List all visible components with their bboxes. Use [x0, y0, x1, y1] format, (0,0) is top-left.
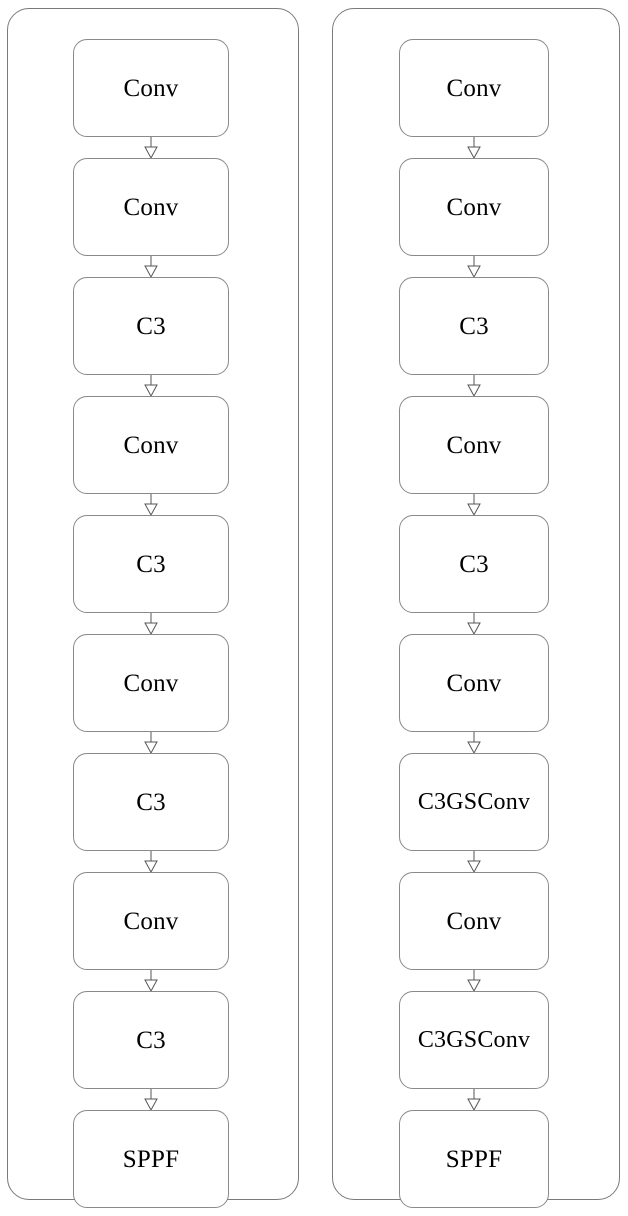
diagram-node: Conv — [399, 158, 549, 256]
arrow-down-icon — [141, 970, 161, 991]
arrow-down-icon — [464, 494, 484, 515]
diagram-node: Conv — [399, 634, 549, 732]
diagram-node: C3 — [73, 753, 229, 851]
arrow-down-icon — [464, 137, 484, 158]
diagram-node: C3 — [73, 277, 229, 375]
diagram-node: C3GSConv — [399, 991, 549, 1089]
diagram-column-backbone-original — [7, 8, 299, 1200]
arrow-down-icon — [141, 851, 161, 872]
diagram-node: C3GSConv — [399, 753, 549, 851]
diagram-node: Conv — [73, 158, 229, 256]
diagram-node: Conv — [73, 872, 229, 970]
diagram-node: Conv — [399, 39, 549, 137]
diagram-node: Conv — [73, 39, 229, 137]
arrow-down-icon — [464, 256, 484, 277]
diagram-node: SPPF — [399, 1110, 549, 1208]
diagram-node: SPPF — [73, 1110, 229, 1208]
arrow-down-icon — [141, 732, 161, 753]
arrow-down-icon — [464, 1089, 484, 1110]
arrow-down-icon — [141, 1089, 161, 1110]
diagram-node: C3 — [399, 515, 549, 613]
arrow-down-icon — [141, 613, 161, 634]
arrow-down-icon — [141, 494, 161, 515]
arrow-down-icon — [141, 256, 161, 277]
diagram-node: Conv — [73, 634, 229, 732]
diagram-node: Conv — [399, 396, 549, 494]
arrow-down-icon — [141, 375, 161, 396]
diagram-node: C3 — [73, 515, 229, 613]
diagram-node: Conv — [399, 872, 549, 970]
arrow-down-icon — [464, 732, 484, 753]
diagram-column-backbone-improved — [332, 8, 620, 1200]
diagram-node: Conv — [73, 396, 229, 494]
arrow-down-icon — [464, 970, 484, 991]
node-chain-right — [333, 9, 619, 1199]
arrow-down-icon — [464, 375, 484, 396]
arrow-down-icon — [464, 613, 484, 634]
arrow-down-icon — [464, 851, 484, 872]
node-chain-left — [8, 9, 298, 1199]
diagram-node: C3 — [73, 991, 229, 1089]
arrow-down-icon — [141, 137, 161, 158]
diagram-node: C3 — [399, 277, 549, 375]
